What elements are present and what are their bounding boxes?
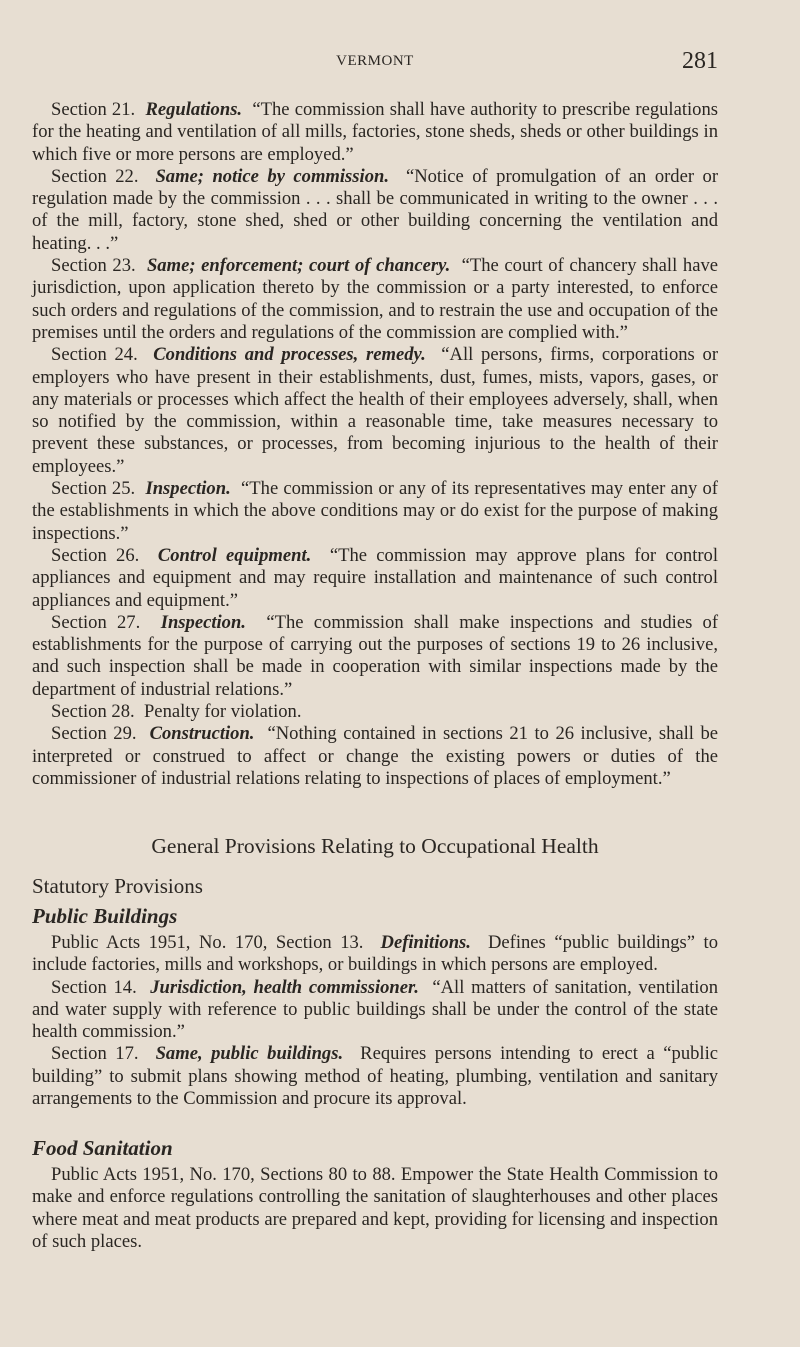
section-number: Section 25. [51,478,136,500]
section-paragraph [32,99,718,166]
section-title: Construction. [149,723,255,745]
page-number: 281 [682,48,718,74]
section-body: Defines “public buildings” to include factories, mills and workshops, or buildings in which persons are employed. [32,932,719,976]
section-number: Section 17. [51,1043,139,1065]
section-paragraph [32,977,718,1044]
food-sanitation-section [32,1164,718,1253]
section-title: Same; notice by commission. [155,165,389,187]
section-body: “Notice of promulgation of an order or regulation made by the commission . . . shall be communicated in writing to the owner . . . of the mill, factory, stone shed, shed or other building concerning the ventilation and heating. . .” [32,165,719,254]
section-title: Jurisdiction, health commissioner. [150,976,419,998]
section-title: Definitions. [380,932,471,953]
food-sanitation-paragraph: Public Acts 1951, No. 170, Sections 80 to 88. Empower the State Health Commission to make and enforce regulations controlling the sanitation of slaughterhouses and other places where meat and meat products are prepared and kept, providing for licensing and inspection of such places. [32,1164,718,1252]
general-provisions-heading: General Provisions Relating to Occupational Health [151,834,599,858]
section-paragraph [32,545,718,612]
section-title: Conditions and processes, remedy. [153,344,426,366]
section-body: “All matters of sanitation, ventilation and water supply with reference to public buildings shall be under the control of the state health commission.” [32,976,718,1043]
section-body: “The commission may approve plans for control appliances and equipment and may require installation and maintenance of such control appliances and equipment.” [32,544,719,611]
section-paragraph [32,255,718,344]
page-header [32,48,718,74]
section-body: “The commission or any of its representatives may enter any of the establishments in which the above conditions may or do exist for the purpose of making inspections.” [32,478,718,544]
section-number: Section 24. [51,344,138,366]
section-number: Section 21. [51,99,136,120]
section-paragraph [32,723,718,790]
section-paragraph [32,478,718,545]
section-body: “Nothing contained in sections 21 to 26 inclusive, shall be interpreted or construed to affect or change the existing powers or duties of the commissioner of industrial relations relating to inspections of places of employment.” [32,723,719,789]
section-title: Inspection. [160,611,246,633]
section-number: Section 22. [51,165,139,187]
section-title: Inspection. [145,478,231,500]
section-number: Section 28. [51,701,135,723]
section-title: Penalty for violation. [143,701,302,723]
section-paragraph [32,344,718,478]
statutory-provisions-heading: Statutory Provisions [32,874,203,898]
section-body: “The commission shall make inspections and studies of establishments for the purpose of carrying out the purposes of sections 19 to 26 inclusive, and such inspection shall be made in cooperation with similar inspections made by the department of industrial relations.” [32,611,719,700]
section-title: Same, public buildings. [155,1043,344,1065]
section-number: Public Acts 1951, No. 170, Section 13. [51,932,364,953]
public-buildings-heading: Public Buildings [32,904,178,928]
section-number: Section 14. [51,976,137,998]
section-number: Section 26. [51,544,140,566]
section-paragraph [32,166,718,255]
section-number: Section 27. [51,611,141,633]
food-sanitation-heading: Food Sanitation [32,1136,173,1160]
section-paragraph [32,612,718,701]
section-paragraph [32,1043,718,1110]
section-title: Regulations. [145,99,243,120]
section-paragraph [32,932,718,977]
section-paragraph [32,701,718,723]
section-number: Section 29. [51,723,137,745]
section-title: Control equipment. [157,544,312,566]
public-buildings-paragraphs [32,932,718,1110]
section-body: “The commission shall have authority to prescribe regulations for the heating and ventilation of all mills, factories, stone sheds, sheds or other buildings in which five or more persons are employed.” [32,99,719,165]
section-body: “The court of chancery shall have jurisdiction, upon application thereto by the commission or a party interested, to enforce such orders and regulations of the commission, and to restrain the use and occupation of the premises until the orders and regulations of the commission are complied with.” [32,255,719,343]
section-body: Requires persons intending to erect a “public building” to submit plans showing method of heating, plumbing, ventilation and sanitary arrangements to the Commission and procure its approval. [32,1043,719,1110]
running-title: VERMONT [336,53,414,69]
vermont-sections [32,99,718,790]
section-body: “All persons, firms, corporations or employers who have present in their establishments, dust, fumes, mists, vapors, gases, or any materials or processes which affect the health of their employees adversely, shall, when so notified by the commission, within a reasonable time, take measures necessary to prevent these substances, or processes, from becoming injurious to the health of their employees.” [32,344,719,477]
section-title: Same; enforcement; court of chancery. [146,255,451,277]
section-number: Section 23. [51,255,136,277]
